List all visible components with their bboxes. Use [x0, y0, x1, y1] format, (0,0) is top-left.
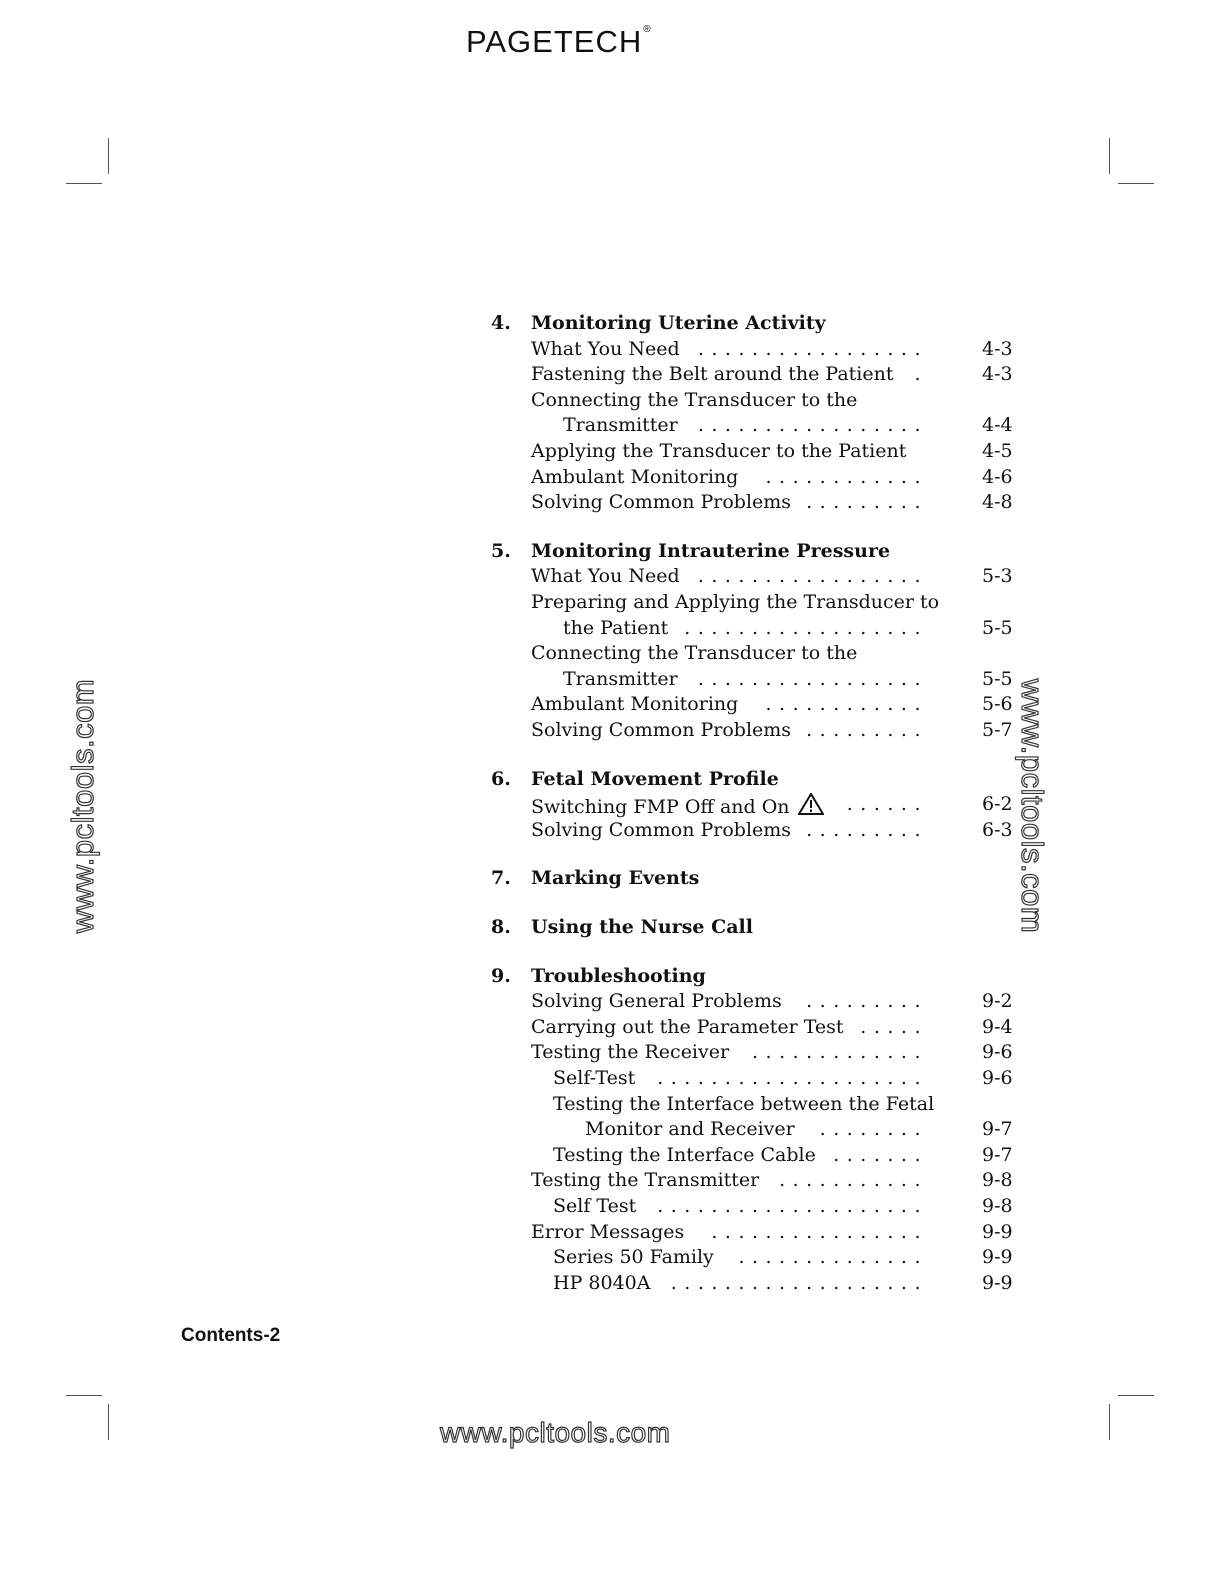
leader-dots: ....................	[657, 1067, 928, 1089]
toc-entry-text: Testing the Interface between the Fetal	[553, 1092, 935, 1115]
page-number: 9-9	[982, 1271, 1013, 1294]
toc-entry-text: Applying the Transducer to the Patient	[531, 440, 907, 462]
toc-entry-text: Testing the Transmitter	[531, 1169, 760, 1192]
toc-entry[interactable]	[553, 1144, 816, 1166]
toc-entry[interactable]	[531, 466, 738, 488]
leader-dots: .	[914, 363, 928, 386]
toc-entry-text: Ambulant Monitoring	[531, 465, 739, 488]
toc-entry[interactable]	[531, 990, 782, 1012]
toc-entry-text: Connecting the Transducer to the	[531, 388, 858, 411]
page-number: 4-5	[982, 440, 1013, 462]
toc-entry[interactable]	[531, 793, 824, 820]
page-number: 4-3	[982, 337, 1013, 360]
page-label: Contents-2	[181, 1325, 281, 1346]
toc-entry[interactable]	[531, 1221, 684, 1243]
leader-dots: ..................	[684, 616, 928, 639]
toc-entry[interactable]	[553, 1195, 636, 1217]
toc-entry-text: What You Need	[531, 337, 680, 360]
page-number: 5-5	[982, 616, 1013, 639]
chapter-number: 7.	[491, 867, 511, 890]
chapter-title[interactable]: Monitoring Intrauterine Pressure	[531, 539, 891, 562]
warning-triangle-icon	[798, 793, 824, 820]
toc-entry-text: Carrying out the Parameter Test	[531, 1015, 844, 1038]
toc-entry[interactable]	[553, 1067, 635, 1089]
toc-entry-text: Solving Common Problems	[531, 491, 792, 514]
page-number: 5-3	[982, 565, 1013, 588]
chapter-number: 8.	[491, 916, 511, 938]
chapter-title[interactable]: Marking Events	[531, 867, 700, 890]
page-number: 5-7	[982, 719, 1013, 741]
leader-dots: ........	[819, 1118, 928, 1141]
toc-entry[interactable]	[531, 591, 939, 613]
page-number: 9-8	[982, 1195, 1013, 1217]
chapter-number: 9.	[491, 964, 511, 987]
leader-dots: ...........	[779, 1169, 928, 1192]
chapter-title[interactable]: Troubleshooting	[531, 964, 706, 987]
leader-dots: ............	[765, 693, 928, 716]
leader-dots: ...................	[670, 1271, 928, 1294]
watermark-bottom: www.pcltools.com	[440, 1417, 671, 1448]
toc-entry-text: HP 8040A	[553, 1271, 651, 1294]
chapter-number: 5.	[491, 539, 511, 562]
toc-entry[interactable]	[531, 1016, 844, 1038]
page-number: 5-5	[982, 667, 1013, 690]
toc-entry[interactable]	[531, 719, 791, 741]
toc-entry[interactable]	[531, 338, 680, 360]
page-number: 9-7	[982, 1118, 1013, 1141]
page-number: 9-9	[982, 1220, 1013, 1243]
page-number: 9-7	[982, 1143, 1013, 1166]
chapter-title[interactable]: Fetal Movement Profile	[531, 767, 779, 790]
page-number: 9-6	[982, 1041, 1013, 1064]
toc-entry[interactable]	[531, 389, 857, 411]
page-number: 4-3	[982, 363, 1013, 386]
toc-entry-text: Ambulant Monitoring	[531, 693, 739, 716]
toc-entry[interactable]	[531, 440, 906, 462]
toc-entry-text: Preparing and Applying the Transducer to	[531, 591, 940, 613]
toc-entry[interactable]	[531, 693, 738, 715]
chapter-title[interactable]: Monitoring Uterine Activity	[531, 312, 826, 334]
leader-dots: ......	[846, 793, 928, 816]
leader-dots: .................	[697, 667, 928, 690]
toc-entry[interactable]	[553, 1093, 934, 1115]
leader-dots: ....................	[657, 1195, 928, 1217]
toc-entry-text: Self-Test	[553, 1067, 636, 1089]
leader-dots: .........	[806, 990, 928, 1013]
leader-dots: .................	[697, 565, 928, 588]
toc-entry[interactable]	[531, 1041, 729, 1063]
leader-dots: .....	[860, 1015, 928, 1038]
leader-dots: .........	[806, 719, 928, 741]
registered-mark: ®	[643, 24, 652, 35]
toc-entry-text: Testing the Interface Cable	[553, 1143, 816, 1166]
toc-entry-text: Series 50 Family	[553, 1246, 714, 1269]
toc-entry[interactable]	[531, 491, 791, 513]
toc-entry[interactable]	[531, 1169, 759, 1191]
chapter-number: 4.	[491, 312, 511, 334]
toc-entry-text: Solving General Problems	[531, 990, 782, 1013]
leader-dots: ..............	[738, 1246, 928, 1269]
toc-entry[interactable]	[553, 1272, 650, 1294]
watermark-right: www.pcltools.com	[1015, 678, 1050, 934]
page-number: 6-3	[982, 818, 1013, 841]
toc-entry-continuation[interactable]: Monitor and Receiver	[585, 1118, 795, 1141]
leader-dots: ................	[711, 1220, 928, 1243]
chapter-number: 6.	[491, 767, 511, 790]
page-number: 4-6	[982, 465, 1013, 488]
page-number: 9-2	[982, 990, 1013, 1013]
leader-dots: .................	[697, 414, 928, 437]
toc-entry-text: Self Test	[553, 1195, 637, 1217]
leader-dots: .............	[751, 1041, 928, 1064]
toc-entry-text: Switching FMP Off and On	[531, 796, 790, 819]
toc-entry-text: Fastening the Belt around the Patient	[531, 363, 894, 386]
toc-entry-text: What You Need	[531, 565, 680, 588]
toc-entry-continuation[interactable]: the Patient	[563, 616, 669, 639]
toc-entry-continuation[interactable]: Transmitter	[563, 667, 678, 690]
toc-entry-text: Solving Common Problems	[531, 818, 792, 841]
toc-entry[interactable]	[531, 819, 791, 841]
toc-entry[interactable]	[553, 1246, 714, 1268]
page-number: 9-4	[982, 1015, 1013, 1038]
leader-dots: .........	[806, 491, 928, 514]
toc-entry[interactable]	[531, 363, 893, 385]
page-number: 4-8	[982, 491, 1013, 514]
page-number: 4-4	[982, 414, 1013, 437]
page-number: 6-2	[982, 793, 1013, 816]
watermark-left: www.pcltools.com	[65, 678, 100, 934]
logo-text: PAGETECH	[466, 24, 643, 59]
leader-dots: .........	[806, 818, 928, 841]
toc-entry-continuation[interactable]: Transmitter	[563, 414, 678, 437]
leader-dots: ............	[765, 465, 928, 488]
toc-entry-text: Solving Common Problems	[531, 719, 792, 741]
page-number: 9-8	[982, 1169, 1013, 1192]
page-number: 9-9	[982, 1246, 1013, 1269]
chapter-title[interactable]: Using the Nurse Call	[531, 916, 753, 938]
page-number: 5-6	[982, 693, 1013, 716]
toc-entry[interactable]	[531, 565, 680, 587]
page-number: 9-6	[982, 1067, 1013, 1089]
leader-dots: .......	[833, 1143, 928, 1166]
leader-dots: .................	[697, 337, 928, 360]
toc-entry[interactable]	[531, 642, 857, 664]
toc-entry-text: Testing the Receiver	[531, 1041, 730, 1064]
toc-entry-text: Error Messages	[531, 1220, 685, 1243]
toc-entry-text: Connecting the Transducer to the	[531, 642, 858, 665]
